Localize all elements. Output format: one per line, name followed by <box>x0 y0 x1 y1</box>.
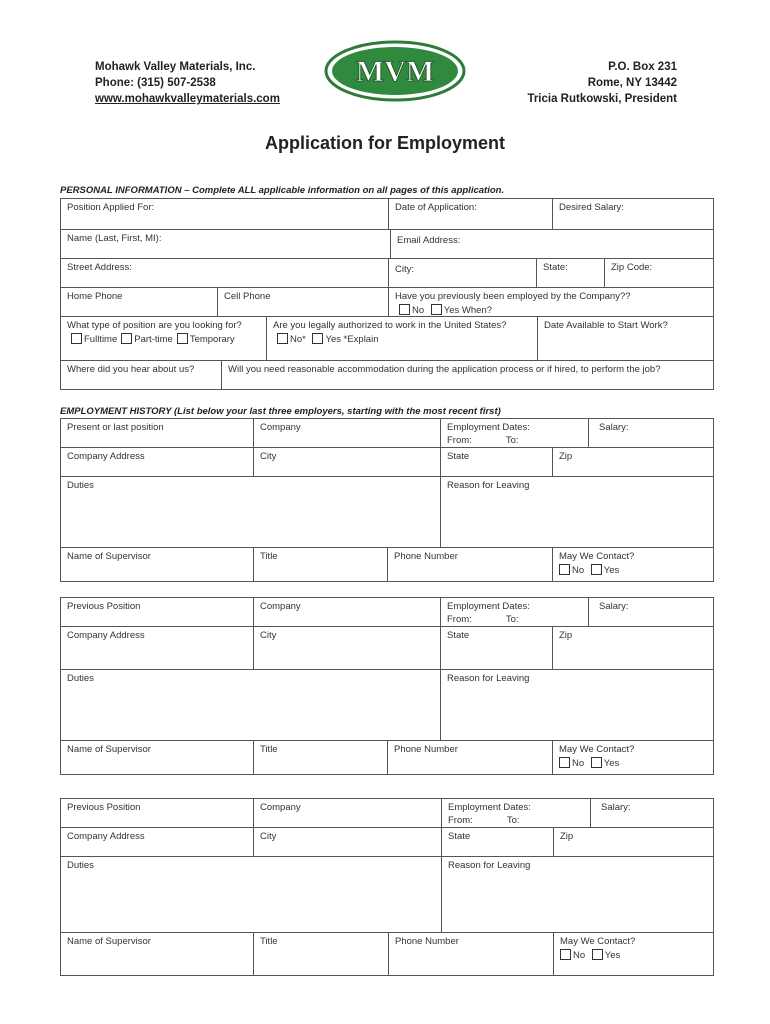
salary-field[interactable]: Salary: <box>588 418 714 448</box>
salary-field[interactable]: Salary: <box>590 798 714 828</box>
may-contact-no-checkbox[interactable] <box>559 564 570 575</box>
salary-field[interactable]: Salary: <box>588 597 714 627</box>
logo-text: MVM <box>355 55 435 88</box>
previously-employed-yes-checkbox[interactable] <box>431 304 442 315</box>
phone-number-field[interactable]: Phone Number <box>388 932 554 976</box>
previously-employed-no-checkbox[interactable] <box>399 304 410 315</box>
cell-phone-field[interactable]: Cell Phone <box>217 287 389 317</box>
company-address-field[interactable]: Company Address <box>60 827 254 857</box>
reason-leaving-field[interactable]: Reason for Leaving <box>440 669 714 741</box>
po-box: P.O. Box 231 <box>608 61 677 73</box>
work-authorization-field: Are you legally authorized to work in the United States? No* Yes *Explain <box>266 316 538 361</box>
zip-field[interactable]: Zip <box>552 447 714 477</box>
parttime-checkbox[interactable] <box>121 333 132 344</box>
company-name: Mohawk Valley Materials, Inc. <box>95 61 256 73</box>
zip-code-field[interactable]: Zip Code: <box>604 258 714 288</box>
temporary-checkbox[interactable] <box>177 333 188 344</box>
duties-field[interactable]: Duties <box>60 856 442 933</box>
duties-field[interactable]: Duties <box>60 476 441 548</box>
title-field[interactable]: Title <box>253 932 389 976</box>
city-field[interactable]: City <box>253 447 441 477</box>
reason-leaving-field[interactable]: Reason for Leaving <box>441 856 714 933</box>
authorized-no-checkbox[interactable] <box>277 333 288 344</box>
employment-dates-field[interactable]: Employment Dates: From: To: <box>440 418 589 448</box>
company-website-link[interactable]: www.mohawkvalleymaterials.com <box>95 93 280 105</box>
supervisor-field[interactable]: Name of Supervisor <box>60 932 254 976</box>
phone-number-field[interactable]: Phone Number <box>387 740 553 775</box>
may-contact-no-checkbox[interactable] <box>559 757 570 768</box>
employment-history-heading: EMPLOYMENT HISTORY (List below your last three employers, starting with the most recent first) <box>60 406 501 417</box>
position-applied-field[interactable]: Position Applied For: <box>60 198 389 230</box>
previously-employed-field: Have you previously been employed by the Company?? No Yes When? <box>388 287 714 317</box>
zip-field[interactable]: Zip <box>552 626 714 670</box>
may-contact-yes-checkbox[interactable] <box>591 757 602 768</box>
company-city: Rome, NY 13442 <box>587 77 677 89</box>
previous-position-field[interactable]: Previous Position <box>60 597 254 627</box>
may-contact-no-checkbox[interactable] <box>560 949 571 960</box>
company-address-field[interactable]: Company Address <box>60 626 254 670</box>
company-address <box>527 59 677 107</box>
state-field[interactable]: State <box>440 626 553 670</box>
street-address-field[interactable]: Street Address: <box>60 258 389 288</box>
name-field[interactable]: Name (Last, First, MI): <box>60 229 391 259</box>
title-field[interactable]: Title <box>253 547 388 582</box>
email-field[interactable]: Email Address: <box>390 229 714 259</box>
reason-leaving-field[interactable]: Reason for Leaving <box>440 476 714 548</box>
city-field[interactable]: City: <box>388 258 537 288</box>
personal-info-heading: PERSONAL INFORMATION – Complete ALL applicable information on all pages of this application. <box>60 185 505 196</box>
duties-field[interactable]: Duties <box>60 669 441 741</box>
title-field[interactable]: Title <box>253 740 388 775</box>
state-field[interactable]: State <box>441 827 554 857</box>
home-phone-field[interactable]: Home Phone <box>60 287 218 317</box>
employment-dates-field[interactable]: Employment Dates: From: To: <box>441 798 591 828</box>
zip-field[interactable]: Zip <box>553 827 714 857</box>
present-position-field[interactable]: Present or last position <box>60 418 254 448</box>
supervisor-field[interactable]: Name of Supervisor <box>60 740 254 775</box>
phone-number-field[interactable]: Phone Number <box>387 547 553 582</box>
accommodation-field[interactable]: Will you need reasonable accommodation during the application process or if hired, to perform the job? <box>221 360 714 390</box>
company-address-field[interactable]: Company Address <box>60 447 254 477</box>
supervisor-field[interactable]: Name of Supervisor <box>60 547 254 582</box>
company-info <box>95 59 280 107</box>
fulltime-checkbox[interactable] <box>71 333 82 344</box>
state-field[interactable]: State: <box>536 258 605 288</box>
company-phone: Phone: (315) 507-2538 <box>95 77 216 89</box>
may-contact-field: May We Contact? No Yes <box>553 932 714 976</box>
city-field[interactable]: City <box>253 827 442 857</box>
may-contact-yes-checkbox[interactable] <box>591 564 602 575</box>
city-field[interactable]: City <box>253 626 441 670</box>
previous-position-field[interactable]: Previous Position <box>60 798 254 828</box>
company-president: Tricia Rutkowski, President <box>527 93 677 105</box>
may-contact-field: May We Contact? No Yes <box>552 740 714 775</box>
page-title: Application for Employment <box>264 133 505 153</box>
mvm-logo <box>324 40 466 102</box>
hear-about-us-field[interactable]: Where did you hear about us? <box>60 360 222 390</box>
date-available-field[interactable]: Date Available to Start Work? <box>537 316 714 361</box>
may-contact-field: May We Contact? No Yes <box>552 547 714 582</box>
position-type-field: What type of position are you looking for? Fulltime Part-time Temporary <box>60 316 267 361</box>
company-field[interactable]: Company <box>253 798 442 828</box>
desired-salary-field[interactable]: Desired Salary: <box>552 198 714 230</box>
company-field[interactable]: Company <box>253 597 441 627</box>
authorized-yes-checkbox[interactable] <box>312 333 323 344</box>
may-contact-yes-checkbox[interactable] <box>592 949 603 960</box>
date-of-application-field[interactable]: Date of Application: <box>388 198 553 230</box>
company-field[interactable]: Company <box>253 418 441 448</box>
employment-dates-field[interactable]: Employment Dates: From: To: <box>440 597 589 627</box>
state-field[interactable]: State <box>440 447 553 477</box>
